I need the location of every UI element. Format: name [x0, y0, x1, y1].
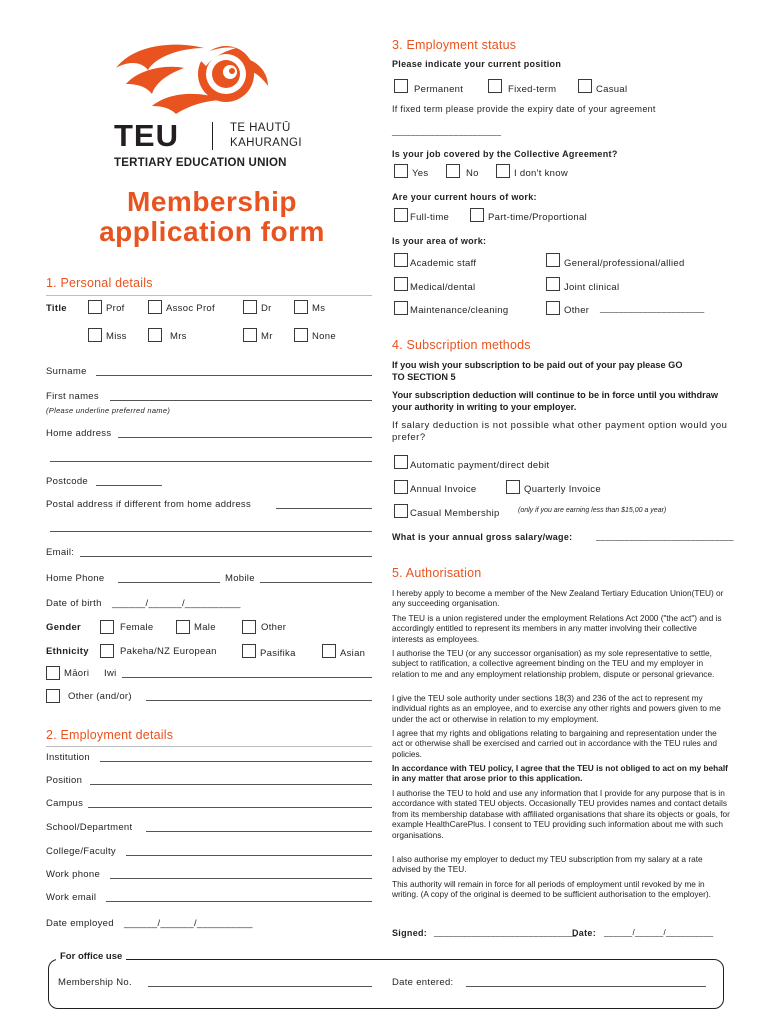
payment-quarterly-checkbox[interactable]	[506, 480, 520, 494]
work-email-label: Work email	[46, 892, 97, 903]
gender-other-label: Other	[261, 622, 287, 633]
logo-full-name: TERTIARY EDUCATION UNION	[114, 157, 287, 169]
form-title-line-2: application form	[99, 216, 325, 247]
area-joint-clinical-checkbox[interactable]	[546, 277, 560, 291]
authorisation-para-5: I agree that my rights and obligations relating to bargaining and representation under the act or otherwise shall be exercised and carried out in accordance with the TEU rules and policies.	[392, 728, 717, 759]
position-label: Position	[46, 775, 83, 786]
institution-label: Institution	[46, 752, 90, 763]
title-mrs-label: Mrs	[170, 331, 187, 342]
work-phone-label: Work phone	[46, 869, 101, 880]
gender-label: Gender	[46, 622, 82, 633]
title-mr-checkbox[interactable]	[243, 328, 257, 342]
authorisation-para-8: I also authorise my employer to deduct my TEU subscription from my salary at a rate advised by the TEU.	[392, 854, 703, 875]
first-names-field[interactable]	[110, 400, 372, 401]
title-none-checkbox[interactable]	[294, 328, 308, 342]
email-field[interactable]	[80, 556, 372, 557]
position-casual-checkbox[interactable]	[578, 79, 592, 93]
title-assoc-prof-label: Assoc Prof	[166, 303, 215, 314]
employment-details-heading: 2. Employment details	[46, 728, 174, 742]
fixed-term-expiry-field[interactable]: _______________________	[392, 127, 502, 136]
area-question: Is your area of work:	[392, 236, 487, 246]
work-phone-field[interactable]	[110, 878, 372, 879]
logo-maori-name-1: TE HAUTŪ	[230, 122, 291, 134]
area-academic-label: Academic staff	[410, 258, 477, 269]
payment-casual-label: Casual Membership	[410, 508, 500, 519]
area-general-label: General/professional/allied	[564, 258, 685, 269]
title-miss-label: Miss	[106, 331, 127, 342]
mobile-field[interactable]	[260, 582, 372, 583]
collective-yes-checkbox[interactable]	[394, 164, 408, 178]
collective-dont-know-label: I don't know	[514, 168, 568, 179]
ethnicity-other-checkbox[interactable]	[46, 689, 60, 703]
hours-part-time-label: Part-time/Proportional	[488, 212, 587, 223]
home-phone-field[interactable]	[118, 582, 220, 583]
work-email-field[interactable]	[106, 901, 372, 902]
employment-status-heading: 3. Employment status	[392, 38, 517, 52]
authorisation-para-6: In accordance with TEU policy, I agree that the TEU is not obliged to act on my behalf in any matter that arose prior to this application.	[392, 763, 728, 784]
office-use-heading: For office use	[56, 951, 126, 962]
email-label: Email:	[46, 547, 75, 558]
payment-casual-note: (only if you are earning less than $15,00 a year)	[518, 507, 667, 514]
postcode-field[interactable]	[96, 485, 162, 486]
office-use-box	[48, 959, 724, 1009]
subscription-deduction-note: Your subscription deduction will continue to be in force until you withdraw your authority in writing to your employer.	[392, 390, 718, 412]
title-prof-checkbox[interactable]	[88, 300, 102, 314]
membership-no-label: Membership No.	[58, 977, 132, 988]
current-position-question: Please indicate your current position	[392, 59, 562, 69]
logo-maori-name-2: KAHURANGI	[230, 137, 302, 149]
salary-question: What is your annual gross salary/wage:	[392, 532, 573, 542]
teu-koru-logo	[112, 40, 272, 116]
title-dr-label: Dr	[261, 303, 272, 314]
collective-dont-know-checkbox[interactable]	[496, 164, 510, 178]
payment-casual-checkbox[interactable]	[394, 504, 408, 518]
form-title-line-1: Membership	[127, 186, 297, 217]
iwi-field[interactable]	[122, 677, 372, 678]
postal-address-label: Postal address if different from home address	[46, 499, 252, 510]
payment-automatic-label: Automatic payment/direct debit	[410, 460, 550, 471]
payment-quarterly-label: Quarterly Invoice	[524, 484, 601, 495]
gender-male-label: Male	[194, 622, 216, 633]
area-other-checkbox[interactable]	[546, 301, 560, 315]
logo-divider	[212, 122, 213, 150]
area-other-field[interactable]: ______________________	[600, 304, 705, 313]
school-department-field[interactable]	[146, 831, 372, 832]
ethnicity-pasifika-checkbox[interactable]	[242, 644, 256, 658]
title-assoc-prof-checkbox[interactable]	[148, 300, 162, 314]
gender-female-checkbox[interactable]	[100, 620, 114, 634]
subscription-go-to-section: If you wish your subscription to be paid out of your pay please GO TO SECTION 5	[392, 360, 683, 382]
college-faculty-label: College/Faculty	[46, 846, 116, 857]
college-faculty-field[interactable]	[126, 855, 372, 856]
iwi-label: Iwi	[104, 668, 117, 679]
ethnicity-asian-checkbox[interactable]	[322, 644, 336, 658]
ethnicity-pakeha-checkbox[interactable]	[100, 644, 114, 658]
collective-agreement-question: Is your job covered by the Collective Agreement?	[392, 149, 618, 159]
authorisation-para-1: I hereby apply to become a member of the New Zealand Tertiary Education Union(TEU) or any succeeding organisation.	[392, 588, 724, 609]
salary-field[interactable]: _____________________________	[596, 532, 734, 541]
home-address-field[interactable]	[118, 437, 372, 438]
title-dr-checkbox[interactable]	[243, 300, 257, 314]
ethnicity-pakeha-label: Pakeha/NZ European	[120, 646, 217, 657]
ethnicity-asian-label: Asian	[340, 648, 366, 659]
ethnicity-other-label: Other (and/or)	[68, 691, 132, 702]
logo-teu: TEU	[114, 118, 179, 153]
position-casual-label: Casual	[596, 84, 628, 95]
area-joint-clinical-label: Joint clinical	[564, 282, 620, 293]
surname-field[interactable]	[96, 375, 372, 376]
fixed-term-question: If fixed term please provide the expiry date of your agreement	[392, 104, 656, 114]
gender-female-label: Female	[120, 622, 154, 633]
authorisation-para-9: This authority will remain in force for all periods of employment until revoked by me in writing. (A copy of the original is deemed to be sufficient authorisation to the employer).	[392, 879, 711, 900]
ethnicity-maori-checkbox[interactable]	[46, 666, 60, 680]
hours-part-time-checkbox[interactable]	[470, 208, 484, 222]
collective-no-label: No	[466, 168, 479, 179]
postcode-label: Postcode	[46, 476, 89, 487]
signed-date-label: Date:	[572, 928, 597, 938]
title-ms-label: Ms	[312, 303, 326, 314]
dob-label: Date of birth	[46, 598, 102, 609]
collective-yes-label: Yes	[412, 168, 429, 179]
personal-details-heading: 1. Personal details	[46, 276, 153, 290]
title-label: Title	[46, 303, 67, 314]
title-mr-label: Mr	[261, 331, 273, 342]
campus-label: Campus	[46, 798, 84, 809]
gender-male-checkbox[interactable]	[176, 620, 190, 634]
signed-date-field[interactable]: ______/______/__________	[604, 928, 714, 937]
membership-no-field[interactable]	[148, 986, 372, 987]
position-permanent-checkbox[interactable]	[394, 79, 408, 93]
title-mrs-checkbox[interactable]	[148, 328, 162, 342]
title-ms-checkbox[interactable]	[294, 300, 308, 314]
home-address-field-2[interactable]	[50, 461, 372, 462]
ethnicity-pasifika-label: Pasifika	[260, 648, 296, 659]
area-other-label: Other	[564, 305, 590, 316]
area-academic-checkbox[interactable]	[394, 253, 408, 267]
subscription-other-option-question: If salary deduction is not possible what other payment option would you prefer?	[392, 420, 728, 443]
position-permanent-label: Permanent	[414, 84, 464, 95]
school-department-label: School/Department	[46, 822, 133, 833]
signed-field[interactable]: ______________________________	[434, 928, 577, 937]
collective-no-checkbox[interactable]	[446, 164, 460, 178]
ethnicity-other-field[interactable]	[146, 700, 372, 701]
gender-other-checkbox[interactable]	[242, 620, 256, 634]
hours-question: Are your current hours of work:	[392, 192, 537, 202]
first-names-label: First names	[46, 391, 99, 402]
payment-automatic-checkbox[interactable]	[394, 455, 408, 469]
payment-annual-label: Annual Invoice	[410, 484, 477, 495]
signed-label: Signed:	[392, 928, 428, 938]
authorisation-heading: 5. Authorisation	[392, 566, 482, 580]
mobile-label: Mobile	[225, 573, 255, 584]
area-maintenance-checkbox[interactable]	[394, 301, 408, 315]
authorisation-para-4: I give the TEU sole authority under sections 18(3) and 236 of the act to represent my individual rights as an employee, and to exercise any other rights and powers given to me under the act or otherwise in relation to my employment.	[392, 693, 721, 724]
surname-label: Surname	[46, 366, 87, 377]
ethnicity-label: Ethnicity	[46, 646, 89, 657]
hours-full-time-checkbox[interactable]	[394, 208, 408, 222]
first-names-note: (Please underline preferred name)	[46, 406, 171, 415]
campus-field[interactable]	[88, 807, 372, 808]
title-prof-label: Prof	[106, 303, 125, 314]
position-fixed-term-label: Fixed-term	[508, 84, 557, 95]
area-medical-checkbox[interactable]	[394, 277, 408, 291]
institution-field[interactable]	[100, 761, 372, 762]
ethnicity-maori-label: Māori	[64, 668, 90, 679]
authorisation-para-3: I authorise the TEU (or any successor organisation) as my sole representative to settle, subject to ratification, a collective agreement binding on the TEU and my employer in relation to me and any employment relationship problem, dispute or personal grievance.	[392, 648, 715, 679]
area-general-checkbox[interactable]	[546, 253, 560, 267]
section-rule	[46, 746, 372, 747]
title-miss-checkbox[interactable]	[88, 328, 102, 342]
postal-address-field[interactable]	[276, 508, 372, 509]
authorisation-para-7: I authorise the TEU to hold and use any information that I provide for any purpose that is in accordance with stated TEU objects. Occasionally TEU provides names and contact details from its membership database with affiliated organisations that share its objects or goals, for example HealthCarePlus. I consent to TEU providing such information about me with such organisations.	[392, 788, 730, 840]
payment-annual-checkbox[interactable]	[394, 480, 408, 494]
date-employed-field[interactable]: ______/______/__________	[124, 918, 253, 929]
subscription-heading: 4. Subscription methods	[392, 338, 531, 352]
area-maintenance-label: Maintenance/cleaning	[410, 305, 509, 316]
date-entered-field[interactable]	[466, 986, 706, 987]
position-fixed-term-checkbox[interactable]	[488, 79, 502, 93]
authorisation-para-2: The TEU is a union registered under the employment Relations Act 2000 ("the act") and is accordingly entitled to represent its members in any matter involving their collective interests as employees.	[392, 613, 722, 644]
date-entered-label: Date entered:	[392, 977, 454, 988]
hours-full-time-label: Full-time	[410, 212, 450, 223]
date-employed-label: Date employed	[46, 918, 114, 929]
position-field[interactable]	[90, 784, 372, 785]
area-medical-label: Medical/dental	[410, 282, 476, 293]
dob-field[interactable]: ______/______/__________	[112, 598, 241, 609]
postal-address-field-2[interactable]	[50, 531, 372, 532]
title-none-label: None	[312, 331, 336, 342]
section-rule	[46, 295, 372, 296]
home-address-label: Home address	[46, 428, 112, 439]
home-phone-label: Home Phone	[46, 573, 105, 584]
